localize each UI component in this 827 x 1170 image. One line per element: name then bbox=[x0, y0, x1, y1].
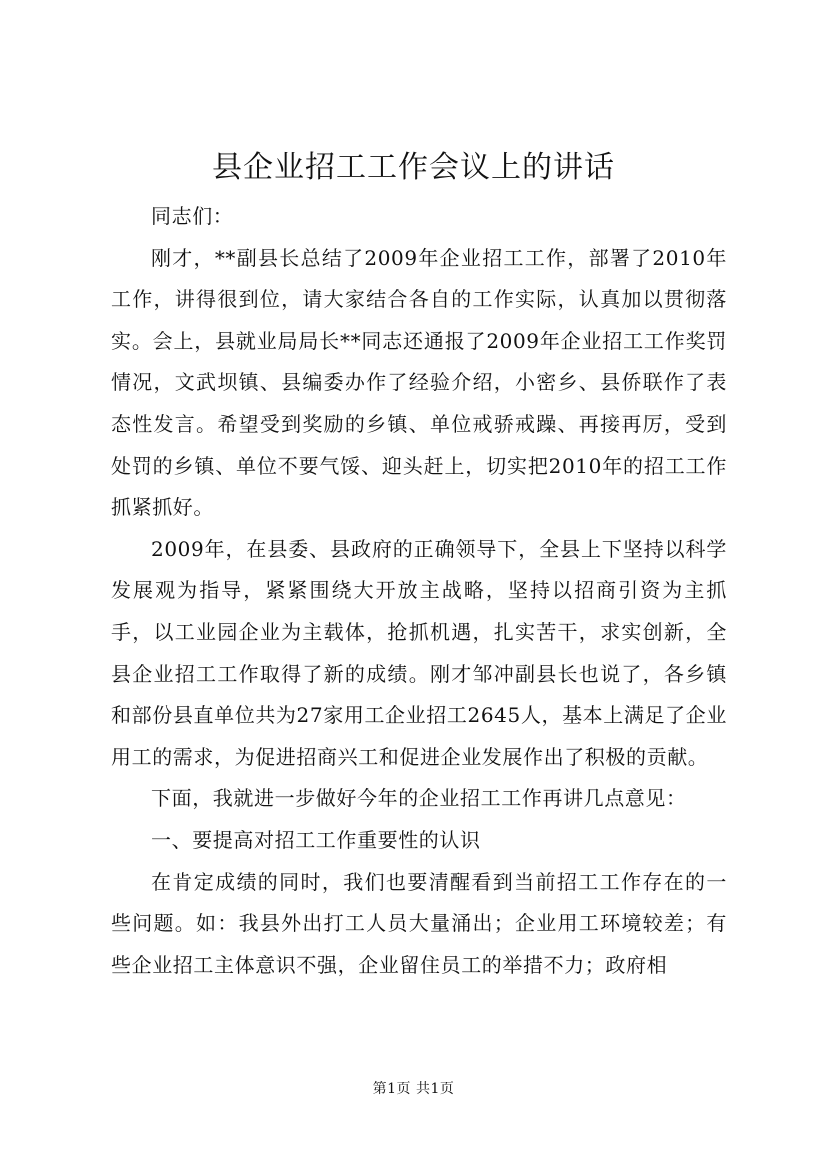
paragraph-3: 下面，我就进一步做好今年的企业招工工作再讲几点意见： bbox=[151, 786, 687, 811]
section-paragraph: 在肯定成绩的同时，我们也要清醒看到当前招工工作存在的一些问题。如：我县外出打工人员大量涌出；企业用工环境较差；有些企业招工主体意识不强，企业留住员工的举措不力；政府相 bbox=[111, 869, 727, 977]
document-body bbox=[111, 196, 727, 986]
page-indicator: 第1页 共1页 bbox=[372, 1081, 455, 1097]
paragraph-2: 2009年，在县委、县政府的正确领导下，全县上下坚持以科学发展观为指导，紧紧围绕大开放主战略，坚持以招商引资为主抓手，以工业园企业为主载体，抢抓机遇，扎实苦干，求实创新，全县企业招工工作取得了新的成绩。刚才邹冲副县长也说了，各乡镇和部份县直单位共为27家用工企业招工2645人，基本上满足了企业用工的需求，为促进招商兴工和促进企业发展作出了积极的贡献。 bbox=[111, 536, 727, 769]
document-title: 县企业招工工作会议上的讲话 bbox=[212, 150, 615, 185]
paragraph-1: 刚才，**副县长总结了2009年企业招工工作，部署了2010年工作，讲得很到位，请大家结合各自的工作实际，认真加以贯彻落实。会上，县就业局局长**同志还通报了2009年企业招工工作奖罚情况，文武坝镇、县编委办作了经验介绍，小密乡、县侨联作了表态性发言。希望受到奖励的乡镇、单位戒骄戒躁、再接再厉，受到处罚的乡镇、单位不要气馁、迎头赶上，切实把2010年的招工工作抓紧抓好。 bbox=[111, 245, 727, 520]
section-heading: 一、要提高对招工工作重要性的认识 bbox=[151, 827, 481, 852]
salutation: 同志们： bbox=[151, 204, 234, 228]
